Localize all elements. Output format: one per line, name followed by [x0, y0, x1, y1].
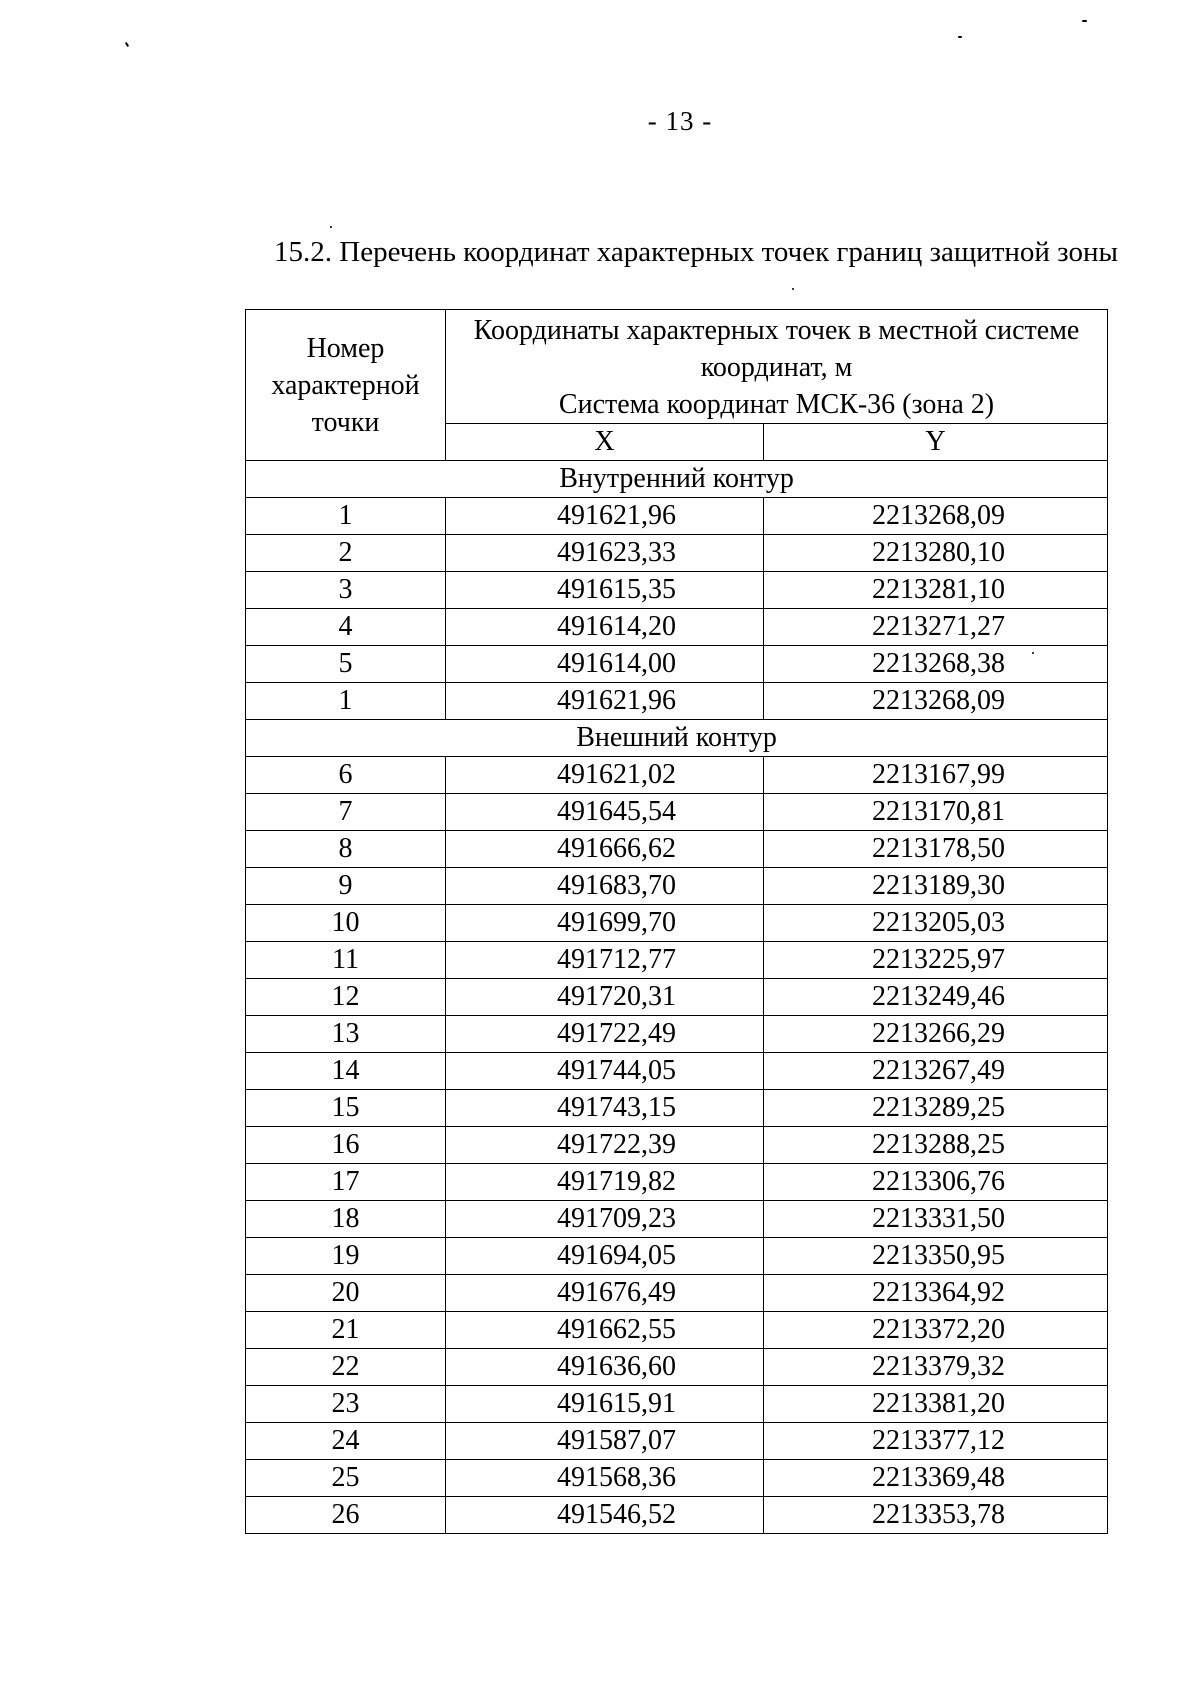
point-number-cell: 23 [246, 1386, 446, 1423]
x-coordinate-cell: 491694,05 [446, 1238, 764, 1275]
y-column-header: Y [764, 424, 1108, 461]
scan-speck [125, 42, 129, 47]
table-row [246, 535, 1108, 572]
point-number-cell: 16 [246, 1127, 446, 1164]
table-row [246, 1127, 1108, 1164]
x-coordinate-cell: 491699,70 [446, 905, 764, 942]
point-number-cell: 26 [246, 1497, 446, 1534]
point-number-cell: 13 [246, 1016, 446, 1053]
table-row [246, 498, 1108, 535]
section-title-cell: Внутренний контур [246, 461, 1108, 498]
x-coordinate-cell: 491743,15 [446, 1090, 764, 1127]
x-coordinate-cell: 491719,82 [446, 1164, 764, 1201]
table-row [246, 1238, 1108, 1275]
point-number-cell: 2 [246, 535, 446, 572]
table-row [246, 831, 1108, 868]
table-row [246, 1164, 1108, 1201]
table-row [246, 1090, 1108, 1127]
x-coordinate-cell: 491546,52 [446, 1497, 764, 1534]
y-coordinate-cell: 2213379,32 [764, 1349, 1108, 1386]
point-number-cell: 7 [246, 794, 446, 831]
point-number-cell: 18 [246, 1201, 446, 1238]
x-coordinate-cell: 491568,36 [446, 1460, 764, 1497]
x-coordinate-cell: 491621,02 [446, 757, 764, 794]
y-coordinate-cell: 2213331,50 [764, 1201, 1108, 1238]
point-number-cell: 5 [246, 646, 446, 683]
point-number-cell: 24 [246, 1423, 446, 1460]
coordinates-header-line2: координат, м [700, 352, 853, 383]
section-row [246, 461, 1108, 498]
coordinates-header [446, 310, 1108, 424]
y-coordinate-cell: 2213268,38 [764, 646, 1108, 683]
table-row [246, 646, 1108, 683]
y-coordinate-cell: 2213288,25 [764, 1127, 1108, 1164]
y-coordinate-cell: 2213377,12 [764, 1423, 1108, 1460]
scan-speck [330, 226, 332, 228]
section-row [246, 720, 1108, 757]
y-coordinate-cell: 2213353,78 [764, 1497, 1108, 1534]
coordinates-header-line1: Координаты характерных точек в местной системе [473, 315, 1080, 346]
y-coordinate-cell: 2213372,20 [764, 1312, 1108, 1349]
table-row [246, 609, 1108, 646]
table-row [246, 1201, 1108, 1238]
point-number-cell: 15 [246, 1090, 446, 1127]
section-title-cell: Внешний контур [246, 720, 1108, 757]
table-row [246, 1349, 1108, 1386]
x-coordinate-cell: 491614,00 [446, 646, 764, 683]
table-row [246, 1312, 1108, 1349]
x-coordinate-cell: 491623,33 [446, 535, 764, 572]
table-row [246, 683, 1108, 720]
y-coordinate-cell: 2213289,25 [764, 1090, 1108, 1127]
x-coordinate-cell: 491683,70 [446, 868, 764, 905]
table-row [246, 1460, 1108, 1497]
point-number-cell: 21 [246, 1312, 446, 1349]
point-number-cell: 19 [246, 1238, 446, 1275]
y-coordinate-cell: 2213267,49 [764, 1053, 1108, 1090]
table-row [246, 1053, 1108, 1090]
y-coordinate-cell: 2213350,95 [764, 1238, 1108, 1275]
x-coordinate-cell: 491636,60 [446, 1349, 764, 1386]
x-coordinate-cell: 491662,55 [446, 1312, 764, 1349]
table-row [246, 979, 1108, 1016]
x-coordinate-cell: 491722,49 [446, 1016, 764, 1053]
table-header [246, 310, 1108, 461]
y-coordinate-cell: 2213178,50 [764, 831, 1108, 868]
point-number-cell: 6 [246, 757, 446, 794]
y-coordinate-cell: 2213280,10 [764, 535, 1108, 572]
y-coordinate-cell: 2213170,81 [764, 794, 1108, 831]
x-coordinate-cell: 491666,62 [446, 831, 764, 868]
point-number-cell: 3 [246, 572, 446, 609]
y-coordinate-cell: 2213268,09 [764, 683, 1108, 720]
table-row [246, 1386, 1108, 1423]
point-number-cell: 25 [246, 1460, 446, 1497]
table-row [246, 942, 1108, 979]
x-coordinate-cell: 491709,23 [446, 1201, 764, 1238]
table-row [246, 868, 1108, 905]
point-number-cell: 22 [246, 1349, 446, 1386]
table-row [246, 1275, 1108, 1312]
section-title: 15.2. Перечень координат характерных точек границ защитной зоны [274, 236, 1118, 268]
x-coordinate-cell: 491621,96 [446, 498, 764, 535]
x-coordinate-cell: 491587,07 [446, 1423, 764, 1460]
point-number-cell: 11 [246, 942, 446, 979]
table-row [246, 572, 1108, 609]
x-coordinate-cell: 491722,39 [446, 1127, 764, 1164]
point-number-cell: 9 [246, 868, 446, 905]
y-coordinate-cell: 2213266,29 [764, 1016, 1108, 1053]
coordinates-table [245, 309, 1108, 1534]
point-number-cell: 14 [246, 1053, 446, 1090]
table-row [246, 1423, 1108, 1460]
y-coordinate-cell: 2213205,03 [764, 905, 1108, 942]
table-body [246, 461, 1108, 1534]
x-coordinate-cell: 491720,31 [446, 979, 764, 1016]
y-coordinate-cell: 2213271,27 [764, 609, 1108, 646]
x-coordinate-cell: 491621,96 [446, 683, 764, 720]
point-number-cell: 20 [246, 1275, 446, 1312]
y-coordinate-cell: 2213364,92 [764, 1275, 1108, 1312]
x-coordinate-cell: 491645,54 [446, 794, 764, 831]
coordinate-system-label: Система координат МСК-36 (зона 2) [558, 389, 995, 420]
scan-speck [792, 288, 794, 290]
point-number-cell: 8 [246, 831, 446, 868]
table-row [246, 1016, 1108, 1053]
x-coordinate-cell: 491615,35 [446, 572, 764, 609]
point-number-cell: 1 [246, 498, 446, 535]
scan-speck [958, 36, 962, 38]
scan-speck [1082, 20, 1087, 22]
y-coordinate-cell: 2213249,46 [764, 979, 1108, 1016]
y-coordinate-cell: 2213281,10 [764, 572, 1108, 609]
point-number-cell: 17 [246, 1164, 446, 1201]
table-row [246, 794, 1108, 831]
table-row [246, 1497, 1108, 1534]
point-number-cell: 10 [246, 905, 446, 942]
page-number: - 13 - [647, 106, 713, 136]
x-column-header: X [446, 424, 764, 461]
y-coordinate-cell: 2213369,48 [764, 1460, 1108, 1497]
table-row [246, 757, 1108, 794]
y-coordinate-cell: 2213189,30 [764, 868, 1108, 905]
x-coordinate-cell: 491744,05 [446, 1053, 764, 1090]
x-coordinate-cell: 491614,20 [446, 609, 764, 646]
y-coordinate-cell: 2213306,76 [764, 1164, 1108, 1201]
table-row [246, 905, 1108, 942]
y-coordinate-cell: 2213225,97 [764, 942, 1108, 979]
point-number-cell: 1 [246, 683, 446, 720]
point-number-cell: 4 [246, 609, 446, 646]
point-number-header: Номер характерной точки [246, 310, 446, 461]
y-coordinate-cell: 2213167,99 [764, 757, 1108, 794]
point-number-cell: 12 [246, 979, 446, 1016]
y-coordinate-cell: 2213381,20 [764, 1386, 1108, 1423]
x-coordinate-cell: 491712,77 [446, 942, 764, 979]
x-coordinate-cell: 491676,49 [446, 1275, 764, 1312]
x-coordinate-cell: 491615,91 [446, 1386, 764, 1423]
y-coordinate-cell: 2213268,09 [764, 498, 1108, 535]
